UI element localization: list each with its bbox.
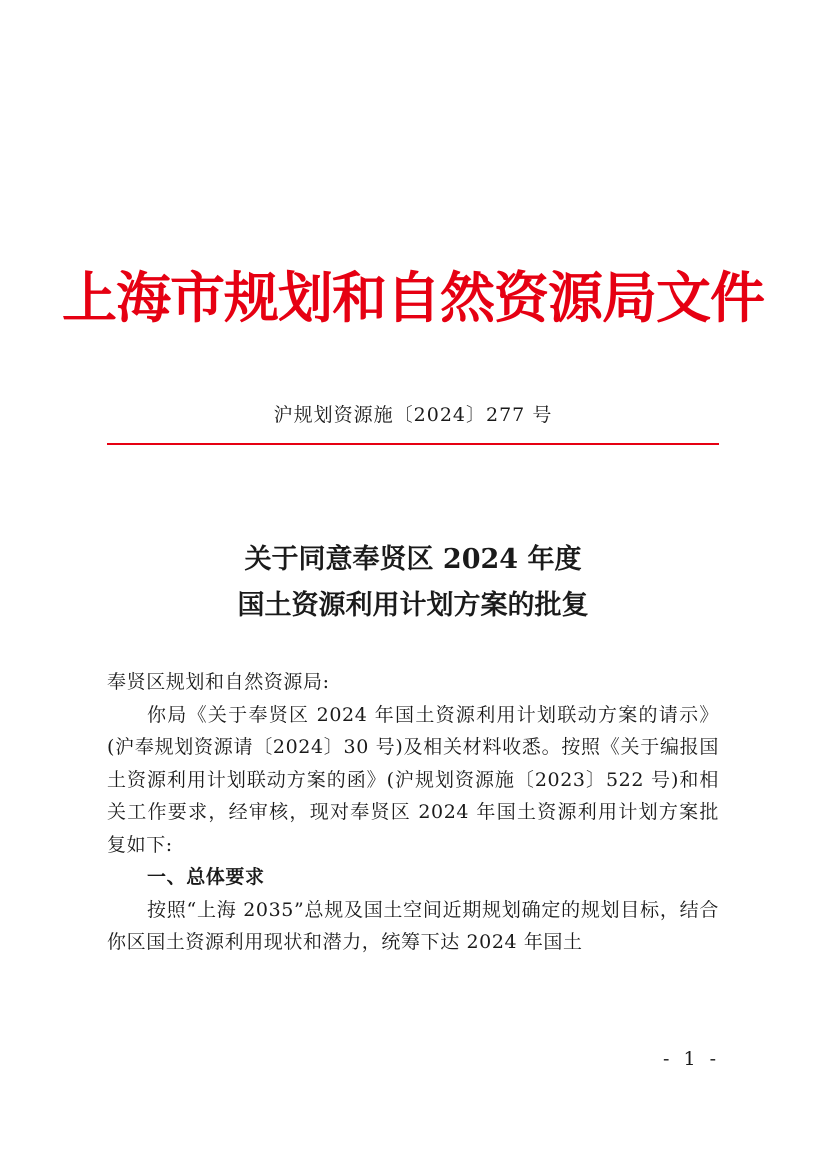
section-heading-1: 一、总体要求	[147, 866, 265, 888]
issuer-header: 上海市规划和自然资源局文件	[61, 265, 764, 330]
document-body	[107, 666, 719, 959]
red-separator-line	[107, 443, 719, 445]
page-number: - 1 -	[662, 1048, 720, 1070]
document-title	[0, 537, 826, 629]
title-line-1: 关于同意奉贤区 2024 年度	[244, 544, 582, 575]
salutation: 奉贤区规划和自然资源局:	[107, 671, 330, 693]
body-paragraph-1: 你局《关于奉贤区 2024 年国土资源利用计划联动方案的请示》(沪奉规划资源请〔2024〕30 号)及相关材料收悉。按照《关于编报国土资源利用计划联动方案的函》(沪规划资源施〔2023〕522 号)和相关工作要求，经审核，现对奉贤区 2024 年国土资源利用计划方案批复如下:	[107, 703, 719, 856]
document-number: 沪规划资源施〔2024〕277 号	[273, 404, 553, 426]
title-line-2: 国土资源利用计划方案的批复	[237, 590, 589, 621]
body-paragraph-2: 按照“上海 2035”总规及国土空间近期规划确定的规划目标，结合你区国土资源利用现状和潜力，统筹下达 2024 年国土	[107, 898, 719, 953]
